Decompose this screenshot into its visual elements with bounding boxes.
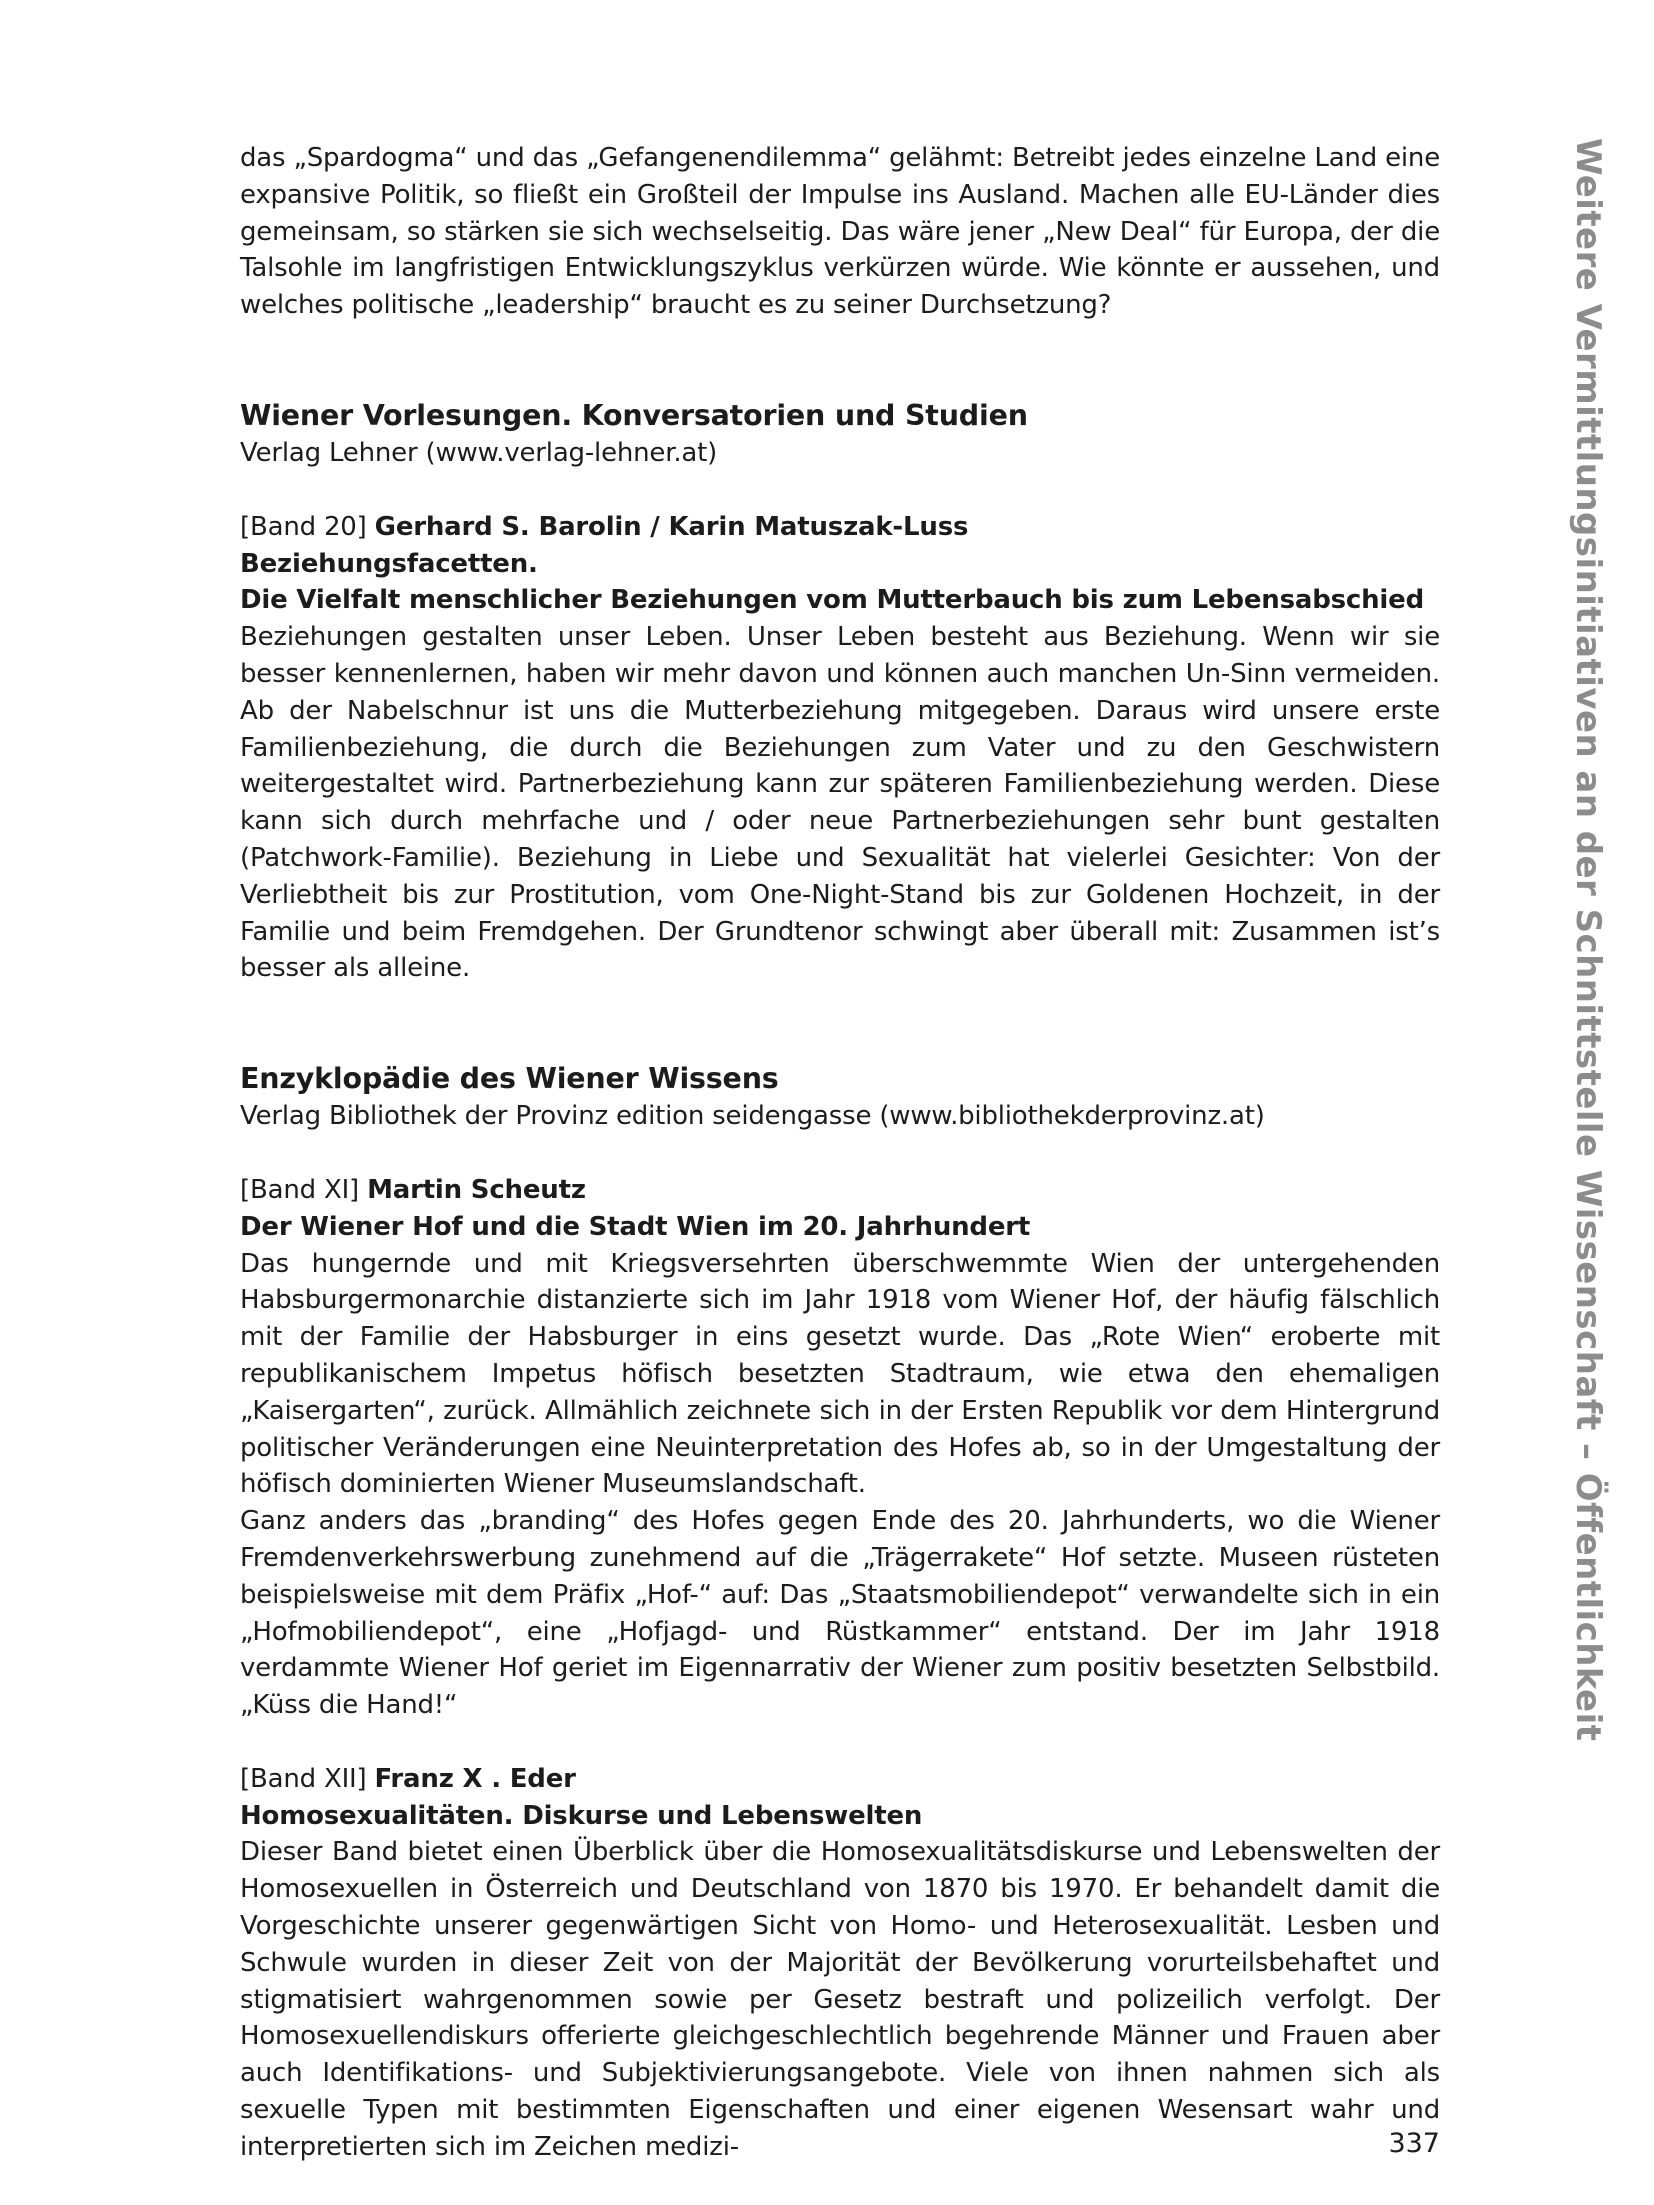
author-names: Franz X . Eder [374, 1763, 576, 1794]
text-column [240, 140, 1440, 2166]
book-description: Ganz anders das „branding“ des Hofes gegen Ende des 20. Jahrhunderts, wo die Wiener Fremdenverkehrswerbung zunehmend auf die „Trägerrakete“ Hof setzte. Museen rüsteten beispielsweise mit dem Präfix „Hof-“ auf: Das „Staatsmobiliendepot“ verwandelte sich in ein „Hofmobiliendepot“, eine „Hofjagd- und Rüstkammer“ entstand. Der im Jahr 1918 verdammte Wiener Hof geriet im Eigennarrativ der Wiener zum positiv besetzten Selbstbild. „Küss die Hand!“ [240, 1506, 1440, 1721]
intro-paragraph: das „Spardogma“ und das „Gefangenendilemma“ gelähmt: Betreibt jedes einzelne Land eine expansive Politik, so fließt ein Großteil der Impulse ins Ausland. Machen alle EU-Länder dies gemeinsam, so stärken sie sich wechselseitig. Das wäre jener „New Deal“ für Europa, der die Talsohle im langfristigen Entwicklungszyklus verkürzen würde. Wie könnte er aussehen, und welches politische „leadership“ braucht es zu seiner Durchsetzung? [240, 143, 1440, 321]
running-header-vertical: Weitere Vermittlungsinitiativen an der Schnittstelle Wissenschaft – Öffentlichkeit [1568, 138, 1608, 1742]
section-wiener-vorlesungen [240, 397, 1440, 987]
entry-heading [240, 1172, 1440, 1209]
book-title: Der Wiener Hof und die Stadt Wien im 20. Jahrhundert [240, 1211, 1031, 1242]
band-number: [Band 20] [240, 511, 367, 542]
band-number: [Band XI] [240, 1174, 359, 1205]
book-entry-band-xi [240, 1172, 1440, 1724]
band-number: [Band XII] [240, 1763, 367, 1794]
book-title: Homosexualitäten. Diskurse und Lebenswelten [240, 1800, 923, 1831]
book-description: Dieser Band bietet einen Überblick über die Homosexualitätsdiskurse und Lebenswelten der Homosexuellen in Österreich und Deutschland von 1870 bis 1970. Er behandelt damit die Vorgeschichte unserer gegenwärtigen Sicht von Homo- und Heterosexualität. Lesben und Schwule wurden in dieser Zeit von der Majorität der Bevölkerung vorurteilsbehaftet und stigmatisiert wahrgenommen sowie per Gesetz bestraft und polizeilich verfolgt. Der Homosexuellendiskurs offerierte gleichgeschlechtlich begehrende Männer und Frauen aber auch Identifikations- und Subjektivierungsangebote. Viele von ihnen nahmen sich als sexuelle Typen mit bestimmten Eigenschaften und einer eigenen Wesensart wahr und interpretierten sich im Zeichen medizi- [240, 1837, 1440, 2162]
section-publisher: Verlag Bibliothek der Provinz edition seidengasse (www.bibliothekderprovinz.at) [240, 1101, 1265, 1132]
entry-heading [240, 1761, 1440, 1798]
section-publisher: Verlag Lehner (www.verlag-lehner.at) [240, 437, 718, 468]
author-names: Gerhard S. Barolin / Karin Matuszak-Luss [374, 511, 969, 542]
book-description: Das hungernde und mit Kriegsversehrten überschwemmte Wien der untergehenden Habsburgermonarchie distanzierte sich im Jahr 1918 vom Wiener Hof, der häufig fälschlich mit der Familie der Habsburger in eins gesetzt wurde. Das „Rote Wien“ eroberte mit republikanischem Impetus höfisch besetzten Stadtraum, wie etwa den ehemaligen „Kaisergarten“, zurück. Allmählich zeichnete sich in der Ersten Republik vor dem Hintergrund politischer Veränderungen eine Neuinterpretation des Hofes ab, so in der Umgestaltung der höfisch dominierten Wiener Museumslandschaft. [240, 1248, 1440, 1500]
section-enzyklopaedie [240, 1060, 1440, 2166]
author-names: Martin Scheutz [367, 1174, 586, 1205]
book-description: Beziehungen gestalten unser Leben. Unser Leben besteht aus Beziehung. Wenn wir sie besser kennenlernen, haben wir mehr davon und können auch manchen Un-Sinn vermeiden. Ab der Nabelschnur ist uns die Mutterbeziehung mitgegeben. Daraus wird unsere erste Familienbeziehung, die durch die Beziehungen zum Vater und zu den Geschwistern weitergestaltet wird. Partnerbeziehung kann zur späteren Familienbeziehung werden. Diese kann sich durch mehrfache und / oder neue Partnerbeziehungen sehr bunt gestalten (Patchwork-Familie). Beziehung in Liebe und Sexualität hat vielerlei Gesichter: Von der Verliebtheit bis zur Prostitution, vom One-Night-Stand bis zur Goldenen Hochzeit, in der Familie und beim Fremdgehen. Der Grundtenor schwingt aber überall mit: Zusammen ist’s besser als alleine. [240, 622, 1440, 984]
entry-heading [240, 509, 1440, 546]
book-entry-band-20 [240, 509, 1440, 987]
section-title: Wiener Vorlesungen. Konversatorien und Studien [240, 398, 1028, 432]
section-title: Enzyklopädie des Wiener Wissens [240, 1062, 779, 1096]
book-subtitle: Die Vielfalt menschlicher Beziehungen vom Mutterbauch bis zum Lebensabschied [240, 585, 1424, 616]
book-title: Beziehungsfacetten. [240, 548, 538, 579]
book-entry-band-xii [240, 1761, 1440, 2166]
page-number: 337 [1388, 2128, 1440, 2159]
